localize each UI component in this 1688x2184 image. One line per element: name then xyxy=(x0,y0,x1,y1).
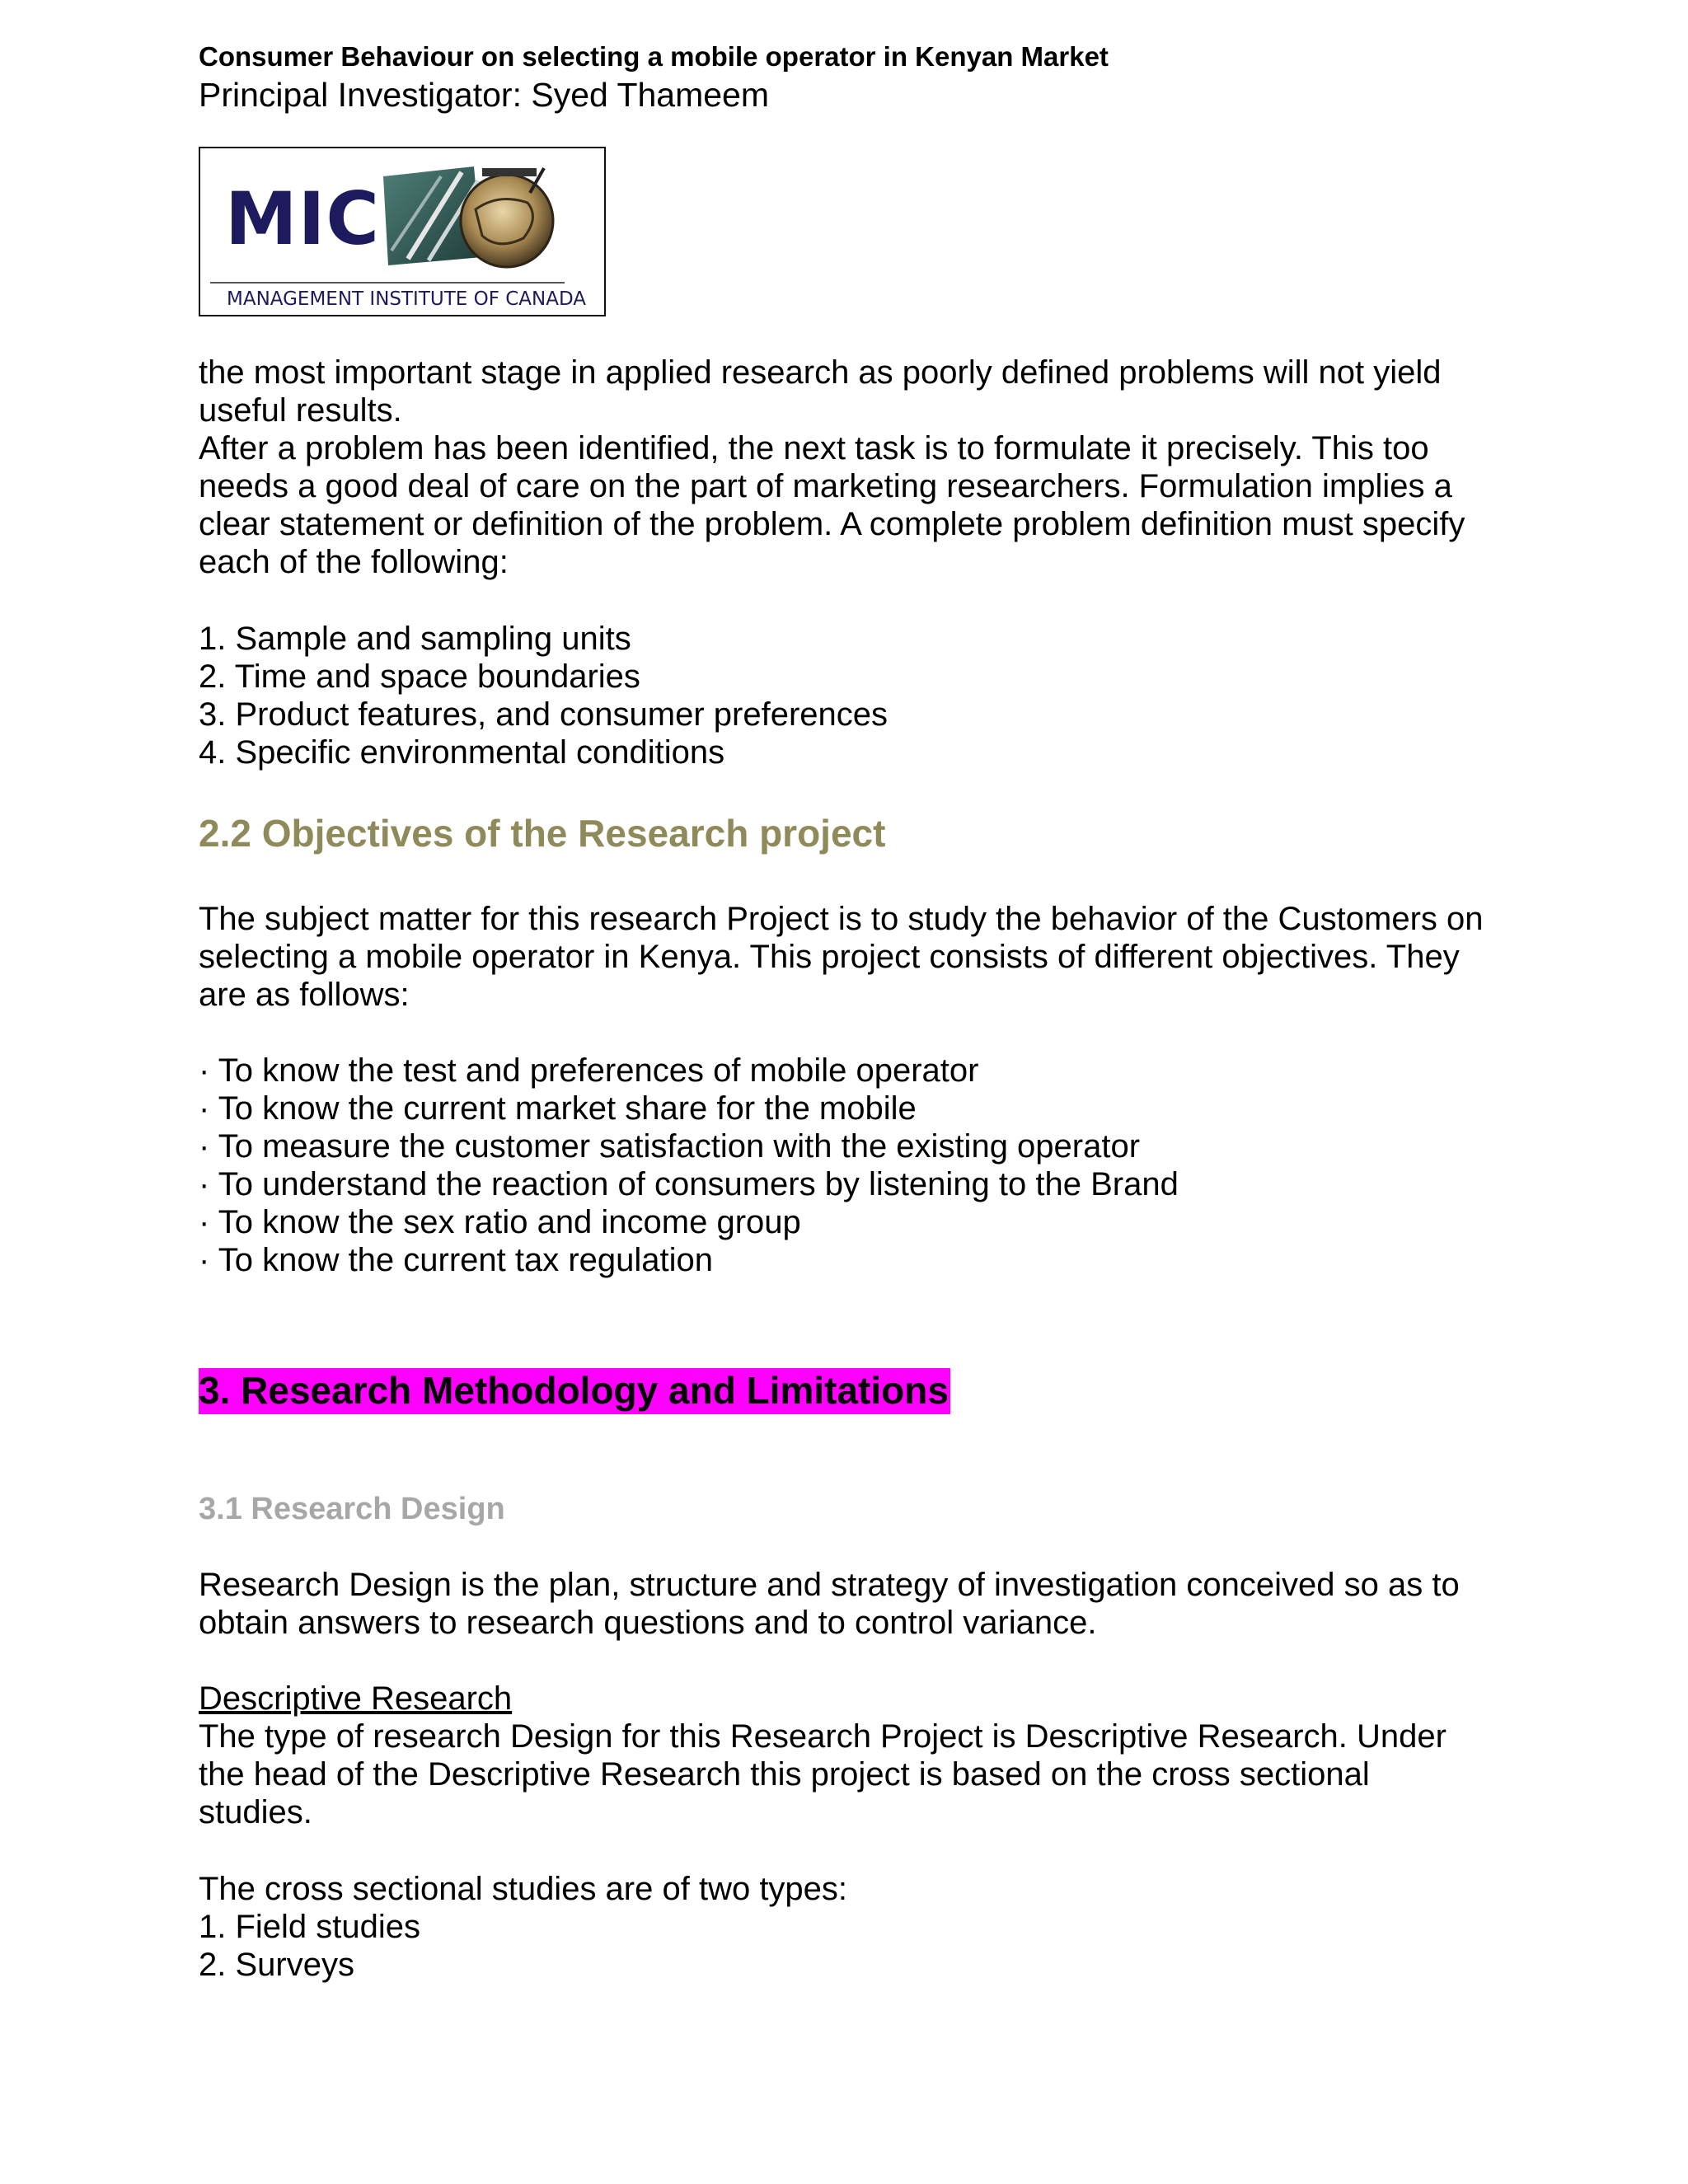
intro-paragraph xyxy=(199,354,1517,581)
problem-list xyxy=(199,620,1517,771)
intro-line: clear statement or definition of the problem. A complete problem definition must specify xyxy=(199,506,1465,542)
list-item: · To know the sex ratio and income group xyxy=(199,1204,801,1240)
list-item: 4. Specific environmental conditions xyxy=(199,734,725,771)
logo-divider xyxy=(210,282,565,284)
logo-caption: MANAGEMENT INSTITUTE OF CANADA xyxy=(227,288,587,310)
list-item: 1. Sample and sampling units xyxy=(199,621,631,657)
paragraph-line: Research Design is the plan, structure and strategy of investigation conceived so as to xyxy=(199,1567,1460,1603)
intro-line: needs a good deal of care on the part of marketing researchers. Formulation implies a xyxy=(199,468,1452,504)
objectives-intro xyxy=(199,900,1517,1014)
list-item: 3. Product features, and consumer preferences xyxy=(199,696,889,733)
section-heading-3: 3. Research Methodology and Limitations xyxy=(199,1368,950,1414)
logo-wordmark: MIC xyxy=(225,176,380,261)
list-item: 2. Time and space boundaries xyxy=(199,658,640,695)
paragraph-line: the head of the Descriptive Research this project is based on the cross sectional xyxy=(199,1756,1370,1793)
list-item: 2. Surveys xyxy=(199,1947,354,1983)
principal-investigator: Principal Investigator: Syed Thameem xyxy=(199,76,770,114)
descriptive-research-block xyxy=(199,1680,1517,1831)
descriptive-research-subheading: Descriptive Research xyxy=(199,1680,513,1717)
document-title: Consumer Behaviour on selecting a mobile operator in Kenyan Market xyxy=(199,41,1109,72)
mic-logo xyxy=(199,147,606,316)
paragraph-line: are as follows: xyxy=(199,977,410,1013)
list-item: · To know the test and preferences of mobile operator xyxy=(199,1052,979,1089)
cross-sectional-block xyxy=(199,1870,1517,1984)
paragraph-line: obtain answers to research questions and to control variance. xyxy=(199,1605,1097,1641)
paragraph-line: studies. xyxy=(199,1794,312,1830)
list-item: · To measure the customer satisfaction with the existing operator xyxy=(199,1128,1141,1165)
objectives-list xyxy=(199,1052,1517,1279)
paragraph-line: The cross sectional studies are of two types: xyxy=(199,1871,848,1907)
intro-line: useful results. xyxy=(199,392,402,429)
globe-logo-icon xyxy=(383,160,573,275)
intro-line: each of the following: xyxy=(199,544,509,580)
paragraph-line: The subject matter for this research Project is to study the behavior of the Customers on xyxy=(199,901,1484,937)
research-design-paragraph xyxy=(199,1566,1517,1642)
section-heading-2-2: 2.2 Objectives of the Research project xyxy=(199,812,886,855)
paragraph-line: selecting a mobile operator in Kenya. This project consists of different objectives. They xyxy=(199,939,1460,975)
paragraph-line: The type of research Design for this Research Project is Descriptive Research. Under xyxy=(199,1718,1447,1755)
list-item: · To know the current market share for the mobile xyxy=(199,1090,917,1127)
list-item: · To know the current tax regulation xyxy=(199,1242,714,1278)
intro-line: the most important stage in applied research as poorly defined problems will not yield xyxy=(199,354,1442,391)
list-item: · To understand the reaction of consumers by listening to the Brand xyxy=(199,1166,1179,1202)
intro-line: After a problem has been identified, the next task is to formulate it precisely. This too xyxy=(199,430,1429,466)
section-heading-3-1: 3.1 Research Design xyxy=(199,1492,505,1526)
list-item: 1. Field studies xyxy=(199,1909,421,1945)
